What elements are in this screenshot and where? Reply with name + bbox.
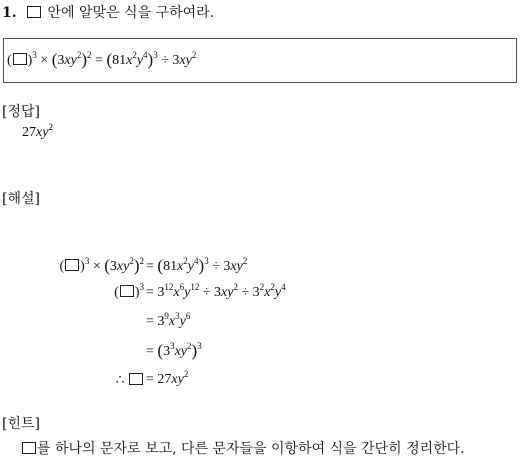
derivation-line-1-rhs: = $(81x^2y^4)^3 \div 3xy^2$ — [146, 256, 248, 275]
derivation-line-4: = $(3^3xy^2)^3$ — [146, 341, 202, 360]
hint-text: 를 하나의 문자로 보고, 다른 문자들을 이항하여 식을 간단히 정리한다. — [37, 441, 465, 457]
derivation-line-5-rhs: = $27xy^2$ — [146, 369, 189, 387]
blank-box-icon — [27, 6, 41, 18]
problem-expression-box — [3, 38, 517, 83]
problem-number: 1. — [2, 5, 17, 21]
blank-box-icon — [65, 259, 79, 271]
problem-expression: ( )$^3 \times (3xy^2)^2 = (81x^2y^4)^3 \div 3xy^2$ — [7, 50, 197, 69]
blank-box-icon — [22, 442, 36, 454]
derivation-line-1-lhs: ( )$^3 \times (3xy^2)^2$ — [59, 256, 144, 275]
problem-line — [2, 2, 214, 22]
blank-box-icon — [120, 285, 134, 297]
explanation-heading: [해설] — [2, 191, 40, 207]
hint-line — [22, 438, 465, 458]
blank-box-icon — [129, 373, 143, 385]
hint-heading: [힌트] — [2, 416, 40, 432]
derivation-line-2-lhs: ( )$^3$ — [114, 282, 144, 300]
problem-instruction: 안에 알맞은 식을 구하여라. — [47, 5, 215, 21]
derivation-line-5-lhs: ∴ — [116, 372, 144, 389]
derivation-line-2-rhs: = $3^{12}x^6y^{12} \div 3xy^2 \div 3^2x^2y^4$ — [146, 282, 286, 300]
answer-value: $27xy^2$ — [22, 122, 53, 140]
answer-heading: [정답] — [2, 104, 40, 120]
blank-box-icon — [13, 53, 27, 65]
derivation-line-3: = $3^9x^3y^6$ — [146, 311, 191, 329]
